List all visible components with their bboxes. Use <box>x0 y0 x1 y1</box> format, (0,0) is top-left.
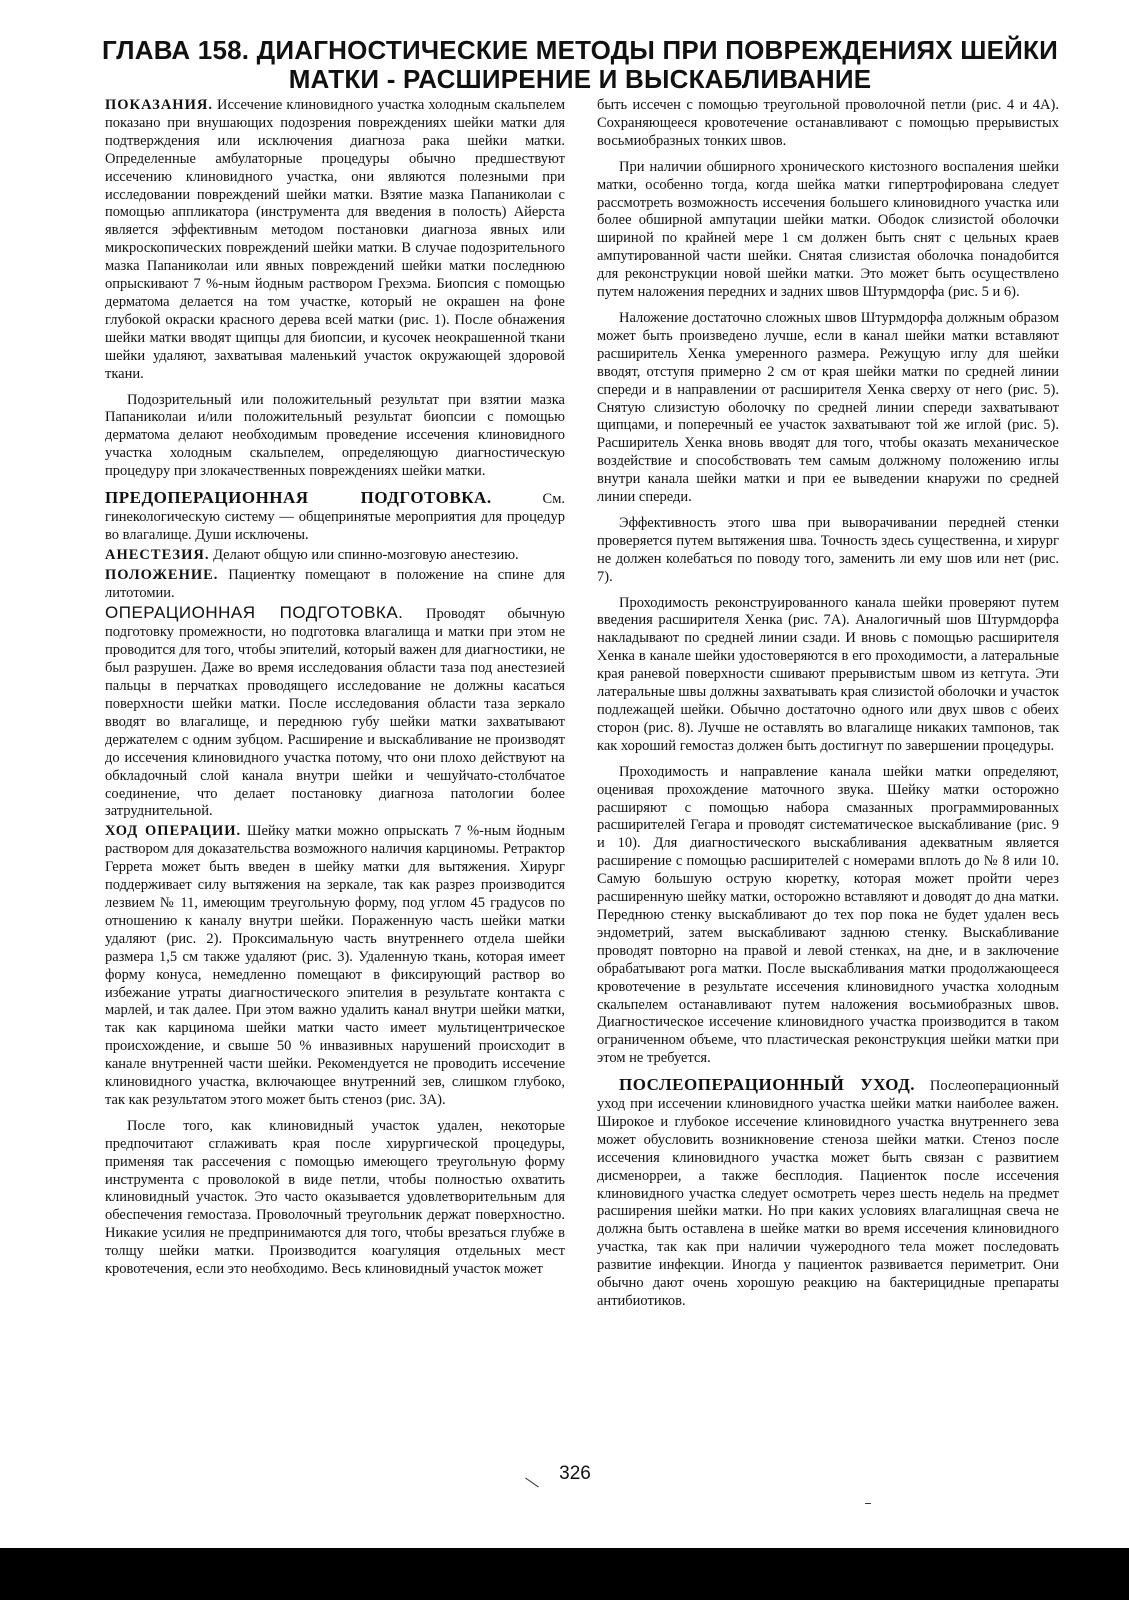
scan-speck <box>525 1478 539 1488</box>
suture-effectiveness-paragraph: Эффективность этого шва при выворачивании передней стенки проверяется путем вытяжения шва. Точность здесь существенна, и хирург не должен колебаться по поводу того, заменить ли ему шов или нет (рис. 7). <box>597 514 1059 585</box>
anesthesia-text: Делают общую или спинно-мозговую анестезию. <box>209 546 519 563</box>
indications-paragraph <box>105 97 565 384</box>
postop-text: Послеоперационный уход при иссечении клиновидного участка шейки матки наиболее важен. Широкое и глубокое иссечение клиновидного участка внутреннего зева может обусловить возникновение стеноза шейки матки. Стеноз после иссечения клиновидного участка может быть связан с развитием дисменорреи, а также бесплодия. Пациенток после иссечения клиновидного участка следует осмотреть через шесть недель на предмет расширения шейки матки. Но при каких условиях влагалищная свеча не должна быть оставлена в шейке матки во время иссечения клиновидного участка, так как при наличии чужеродного тела может последовать развитие инфекции. Иногда у пациенток развивается периметрит. Они обычно дают очень хорошую реакцию на бактерицидные препараты антибиотиков. <box>597 1078 1059 1309</box>
position-heading: ПОЛОЖЕНИЕ. <box>105 566 219 583</box>
indications-paragraph-2: Подозрительный или положительный результат при взятии мазка Папаниколаи и/или положительный результат биопсии с помощью дерматома делают необходимым проведение иссечения клиновидного участка холодным скальпелем, определяющую диагностическую процедуру при злокачественных повреждениях шейки матки. <box>105 391 565 480</box>
after-removal-paragraph: После того, как клиновидный участок удален, некоторые предпочитают сглаживать края после хирургической процедуры, применяя так рассечения с помощью имеющего треугольную форму инструмента с проволокой в виде петли, чтобы полностью охватить клиновидный участок. Это часто оказывается удовлетворительным для обеспечения гемостаза. Проволочный треугольник держат поверхностно. Никакие усилия не предпринимаются для того, чтобы врезаться глубже в толщу шейки матки. Производится коагуляция отдельных мест кровотечения, если это необходимо. Весь клиновидный участок может <box>105 1117 565 1278</box>
preop-text: См. гинекологическую систему — общепринятые мероприятия для процедур во влагалище. Души исключены. <box>105 491 565 543</box>
preop-heading: ПРЕДОПЕРАЦИОННАЯ ПОДГОТОВКА. <box>105 488 492 508</box>
right-column <box>597 97 1059 1319</box>
op-prep-heading: ОПЕРАЦИОННАЯ ПОДГОТОВКА. <box>105 603 404 623</box>
op-prep-text: Проводят обычную подготовку промежности, но подготовка влагалища и матки при этом не проводится для того, чтобы эпителий, который важен для диагностики, не был разрушен. Даже во время исследования области таза под анестезией пальцы в перчатках проводящего исследование не должны касаться поверхности шейки матки. После исследования области таза зеркало вводят во влагалище, и переднюю губу шейки матки захватывают держателем с одним зубцом. Расширение и выскабливание не производят до иссечения клиновидного участка потому, что они плохо действуют на обкладочный слой канала внутри шейки и чешуйчато-столбчатое соединение, что делает постановку диагноза патологии более затруднительной. <box>105 606 565 820</box>
left-column <box>105 97 565 1287</box>
postop-heading: ПОСЛЕОПЕРАЦИОННЫЙ УХОД. <box>619 1075 916 1095</box>
scan-speck <box>865 1503 871 1504</box>
canal-patency-paragraph: Проходимость реконструированного канала шейки проверяют путем введения расширителя Хенка (рис. 7А). Аналогичный шов Штурмдорфа накладывают по средней линии сзади. И вновь с помощью расширителя Хенка в канале шейки удостоверяются в его проходимости, а латеральные края раневой поверхности сшивают прерывистым швом из кетгута. Эти латеральные швы должны захватывать края слизистой оболочки и участок подлежащей шейки. Обычно достаточно одного или двух швов с обеих сторон (рис. 8). Лучше не оставлять во влагалище никаких тампонов, так как хороший гемостаз должен быть достигнут по завершении процедуры. <box>597 594 1059 754</box>
anesthesia-paragraph <box>105 547 565 565</box>
cystic-inflammation-paragraph: При наличии обширного хронического кистозного воспаления шейки матки, особенно тогда, когда шейка матки гипертрофирована следует рассмотреть возможность иссечения большего клиновидного участка или более обширной ампутации шейки матки. Ободок слизистой оболочки шириной по крайней мере 1 см должен быть снят с цельных краев ампутированной части шейки. Снятая слизистая оболочка понадобится для реконструкции новой шейки матки. Это может быть осуществлено путем наложения передних и задних швов Штурмдорфа (рис. 5 и 6). <box>597 158 1059 301</box>
op-prep-paragraph <box>105 604 565 821</box>
curettage-paragraph: Проходимость и направление канала шейки матки определяют, оценивая прохождение маточного звука. Шейку матки осторожно расширяют с помощью набора смазанных программированных расширителей Гегара и проводят систематическое выскабливание (рис. 9 и 10). Для диагностического выскабливания адекватным является расширение с помощью расширителей с номерами вплоть до № 8 или 10. Самую большую острую кюретку, которая может пройти через расширенную шейку матки, осторожно вставляют и доводят до дна матки. Переднюю стенку выскабливают до тех пор пока не будет удален весь эндометрий, затем выскабливают заднюю стенку. Выскабливание проводят повторно на правой и левой стенках, на дне, и в заключение обрабатывают рога матки. После выскабливания матки продолжающееся кровотечение в результате иссечения клиновидного участка холодным скальпелем останавливают путем наложения восьмиобразных швов. Диагностическое иссечение клиновидного участка производится в таком ограниченном объеме, что пластическая реконструкция шейки матки при этом не требуется. <box>597 763 1059 1067</box>
indications-text: Иссечение клиновидного участка холодным скальпелем показано при внушающих подозрения повреждениях шейки матки для подтверждения или исключения диагноза рака шейки матки. Определенные амбулаторные процедуры обычно предшествуют иссечению клиновидного участка, они являются полезными при исследовании повреждений шейки матки. Взятие мазка Папаниколаи с помощью аппликатора (инструмента для введения в полость) Айерста является эффективным методом постановки диагноза явных или микроскопических повреждений шейки матки. В случае подозрительного мазка Папаниколаи или явных повреждений шейки матки последнюю опрыскивают 7 %-ным йодным раствором Грехэма. Биопсия с помощью дерматома делается на том участке, который не окрашен на фоне глубокой окраски красного дерева всей матки (рис. 1). После обнажения шейки матки вводят щипцы для биопсии, и кусочек неокрашенной ткани шейки удаляют, захватывая маленький участок окружающей здоровой ткани. <box>105 97 565 382</box>
indications-heading: ПОКАЗАНИЯ. <box>105 97 213 113</box>
anesthesia-heading: АНЕСТЕЗИЯ. <box>105 546 210 563</box>
sturmdorf-sutures-paragraph: Наложение достаточно сложных швов Штурмдорфа должным образом может быть произведено лучше, если в канал шейки матки вставляют расширитель Хенка умеренного размера. Режущую иглу для шейки вводят, отступя примерно 2 см от края шейки матки по средней линии спереди и в направлении от расширителя Хенка сверху от него (рис. 5). Снятую слизистую оболочку по средней линии спереди захватывают щипцами, и поперечный ее участок захватывают той же иглой (рис. 5). Расширитель Хенка вновь вводят для того, чтобы оказать механическое воздействие и способствовать тем самым должному положению иглы внутри канала шейки матки и при ее выведении кнаружи по средней линии спереди. <box>597 309 1059 506</box>
postop-paragraph <box>597 1076 1059 1311</box>
scan-bottom-border <box>0 1548 1129 1600</box>
procedure-paragraph <box>105 823 565 1110</box>
chapter-title-line-1: ГЛАВА 158. ДИАГНОСТИЧЕСКИЕ МЕТОДЫ ПРИ ПОВРЕЖДЕНИЯХ ШЕЙКИ <box>102 35 1058 65</box>
procedure-text: Шейку матки можно опрыскать 7 %-ным йодным раствором для доказательства возможного наличия карциномы. Ретрактор Геррета может быть введен в шейку матки для вытяжения. Хирург поддерживает силу вытяжения на зеркале, так как разрез производится лезвием № 11, имеющим треугольную форму, под углом 45 градусов по отношению к каналу внутри шейки. Пораженную часть шейки матки удаляют (рис. 2). Проксимальную часть внутреннего отдела шейки размера 1,5 см также удаляют (рис. 3). Удаленную ткань, которая имеет форму конуса, немедленно помещают в фиксирующий раствор во избежание утраты диагностического эпителия в результате контакта с марлей, и так далее. При этом важно удалить канал внутри шейки матки, так как карцинома шейки матки часто имеет мультицентрическое происхождение, и свыше 50 % инвазивных нарушений происходит в канале внутренней части шейки. Рекомендуется не проводить иссечение клиновидного участка, включающее внутренний зев, слишком глубоко, так как результатом этого может быть стеноз (рис. 3А). <box>105 823 565 1108</box>
chapter-title <box>100 36 1060 94</box>
page-number: 326 <box>559 1463 591 1484</box>
procedure-heading: ХОД ОПЕРАЦИИ. <box>105 823 242 840</box>
wire-loop-paragraph: быть иссечен с помощью треугольной проволочной петли (рис. 4 и 4А). Сохраняющееся кровотечение останавливают с помощью прерывистых восьмиобразных тонких швов. <box>597 97 1059 149</box>
chapter-title-line-2: МАТКИ - РАСШИРЕНИЕ И ВЫСКАБЛИВАНИЕ <box>288 64 872 94</box>
position-paragraph <box>105 567 565 603</box>
preop-paragraph <box>105 489 565 545</box>
position-text: Пациентку помещают в положение на спине для литотомии. <box>105 566 565 601</box>
